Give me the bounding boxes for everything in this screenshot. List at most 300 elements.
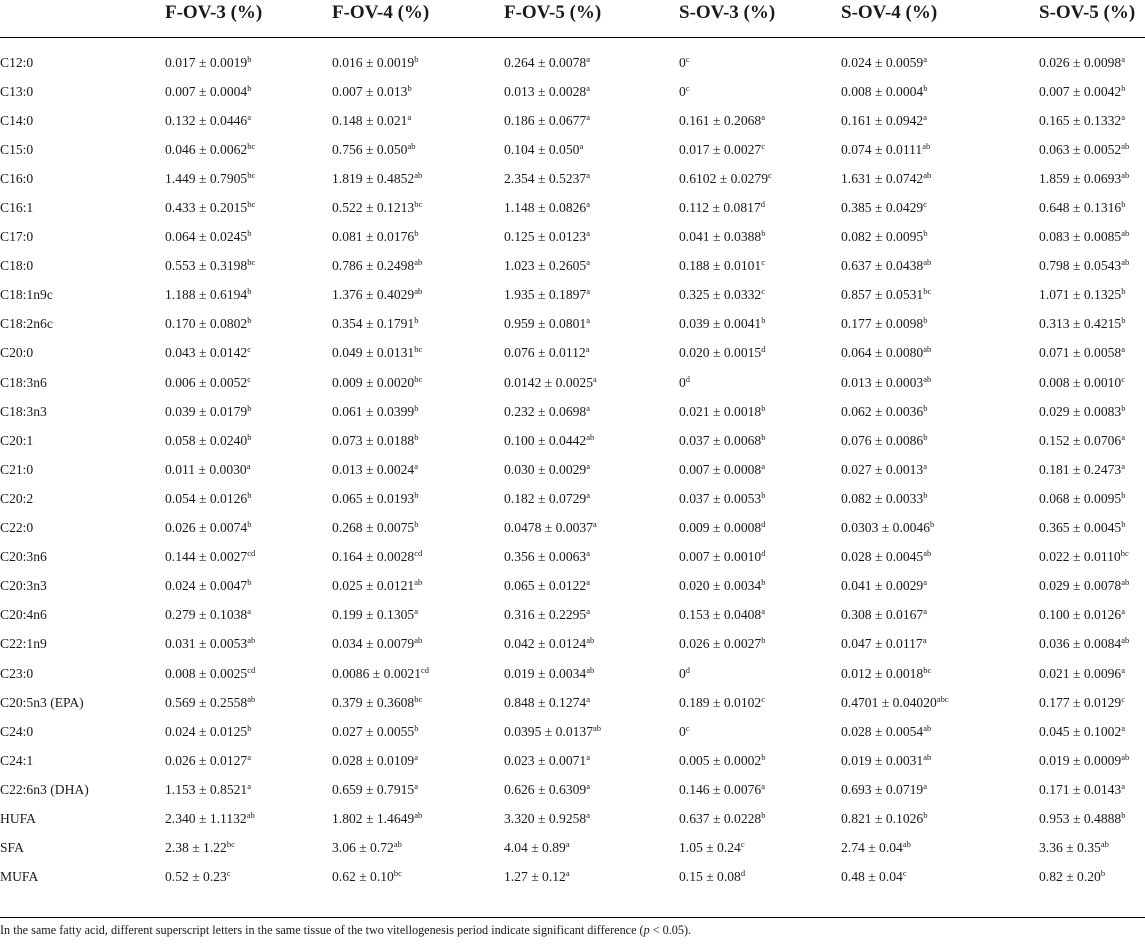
table-cell bbox=[504, 397, 679, 426]
row-label: C20:4n6 bbox=[0, 607, 47, 623]
col-header-s-ov-3: S-OV-3 (%) bbox=[679, 2, 776, 23]
significance-letter: a bbox=[585, 344, 590, 355]
cell-value: 1.05 ± 0.24 bbox=[679, 840, 741, 856]
significance-letter: a bbox=[586, 577, 591, 588]
significance-letter: c bbox=[768, 169, 772, 180]
significance-letter: ab bbox=[1121, 577, 1130, 588]
table-cell bbox=[841, 630, 1039, 659]
significance-letter: a bbox=[565, 839, 570, 850]
table-row bbox=[0, 804, 1145, 833]
table-cell bbox=[679, 572, 841, 601]
significance-letter: b bbox=[247, 82, 252, 93]
table-cell bbox=[679, 164, 841, 193]
table-cell bbox=[332, 426, 504, 455]
significance-letter: a bbox=[586, 82, 591, 93]
cell-value: 0.007 ± 0.0008 bbox=[679, 461, 762, 477]
cell-value: 0.083 ± 0.0085 bbox=[1039, 229, 1122, 245]
significance-letter: b bbox=[1121, 315, 1126, 326]
cell-value: 0.016 ± 0.0019 bbox=[332, 54, 415, 70]
significance-letter: b bbox=[923, 809, 928, 820]
significance-letter: c bbox=[761, 286, 766, 297]
table-cell bbox=[332, 543, 504, 572]
significance-letter: a bbox=[586, 606, 591, 617]
table-row bbox=[0, 426, 1145, 455]
cell-value: 0.034 ± 0.0079 bbox=[332, 636, 415, 652]
significance-letter: a bbox=[586, 693, 591, 704]
table-cell bbox=[1039, 281, 1145, 310]
row-label: C22:1n9 bbox=[0, 636, 47, 652]
significance-letter: a bbox=[586, 809, 591, 820]
cell-value: 0.041 ± 0.0029 bbox=[841, 578, 924, 594]
table-cell bbox=[165, 48, 332, 77]
significance-letter: b bbox=[414, 519, 419, 530]
table-cell bbox=[1039, 746, 1145, 775]
table-row bbox=[0, 717, 1145, 746]
table-row bbox=[0, 193, 1145, 222]
cell-value: 0.023 ± 0.0071 bbox=[504, 752, 587, 768]
table-cell bbox=[504, 368, 679, 397]
significance-letter: b bbox=[1121, 519, 1126, 530]
table-cell bbox=[165, 514, 332, 543]
cell-value: 0.100 ± 0.0126 bbox=[1039, 607, 1122, 623]
cell-value: 2.74 ± 0.04 bbox=[841, 840, 903, 856]
significance-letter: ab bbox=[393, 839, 402, 850]
significance-letter: b bbox=[414, 53, 419, 64]
significance-letter: ab bbox=[1121, 169, 1130, 180]
significance-letter: b bbox=[1100, 868, 1106, 879]
table-cell bbox=[504, 659, 679, 688]
table-cell bbox=[1039, 135, 1145, 164]
cell-value: 0.045 ± 0.1002 bbox=[1039, 723, 1122, 739]
row-label: C16:1 bbox=[0, 200, 34, 216]
table-row bbox=[0, 397, 1145, 426]
row-label: C14:0 bbox=[0, 112, 34, 128]
cell-value: 0.024 ± 0.0125 bbox=[165, 723, 248, 739]
cell-value: 0.637 ± 0.0228 bbox=[679, 810, 762, 826]
cell-value: 0.065 ± 0.0122 bbox=[504, 578, 587, 594]
table-cell bbox=[1039, 688, 1145, 717]
cell-value: 0.264 ± 0.0078 bbox=[504, 54, 587, 70]
significance-letter: c bbox=[247, 344, 252, 355]
cell-value: 0.026 ± 0.0074 bbox=[165, 520, 248, 536]
cell-value: 0.0303 ± 0.0046 bbox=[841, 520, 931, 536]
significance-letter: a bbox=[923, 460, 928, 471]
table-cell bbox=[165, 426, 332, 455]
col-header-s-ov-5: S-OV-5 (%) bbox=[1039, 2, 1136, 23]
table-cell bbox=[841, 310, 1039, 339]
table-cell bbox=[679, 368, 841, 397]
cell-value: 0.0395 ± 0.0137 bbox=[504, 723, 594, 739]
significance-letter: b bbox=[247, 315, 252, 326]
table-cell bbox=[332, 223, 504, 252]
significance-letter: ab bbox=[1121, 140, 1130, 151]
cell-value: 0.024 ± 0.0047 bbox=[165, 578, 248, 594]
table-cell bbox=[679, 717, 841, 746]
table-cell bbox=[165, 543, 332, 572]
table-cell bbox=[841, 863, 1039, 892]
table-cell bbox=[332, 281, 504, 310]
table-cell bbox=[679, 223, 841, 252]
cell-value: 0.006 ± 0.0052 bbox=[165, 374, 248, 390]
table-cell bbox=[165, 659, 332, 688]
cell-value: 0.041 ± 0.0388 bbox=[679, 229, 762, 245]
cell-value: 0.152 ± 0.0706 bbox=[1039, 432, 1122, 448]
significance-letter: c bbox=[685, 53, 690, 64]
significance-letter: b bbox=[923, 402, 928, 413]
table-cell bbox=[504, 630, 679, 659]
table-cell bbox=[332, 775, 504, 804]
cell-value: 0.007 ± 0.013 bbox=[332, 83, 408, 99]
significance-letter: ab bbox=[923, 751, 932, 762]
cell-value: 0.013 ± 0.0028 bbox=[504, 83, 587, 99]
table-row bbox=[0, 223, 1145, 252]
significance-letter: b bbox=[414, 402, 419, 413]
table-cell bbox=[504, 135, 679, 164]
table-cell bbox=[165, 484, 332, 513]
cell-value: 1.449 ± 0.7905 bbox=[165, 170, 248, 186]
table-cell bbox=[504, 252, 679, 281]
row-label: C12:0 bbox=[0, 54, 34, 70]
significance-letter: cd bbox=[414, 548, 423, 559]
cell-value: 0.153 ± 0.0408 bbox=[679, 607, 762, 623]
significance-letter: ab bbox=[1121, 257, 1130, 268]
significance-letter: a bbox=[586, 169, 591, 180]
significance-letter: cd bbox=[247, 664, 256, 675]
table-row bbox=[0, 688, 1145, 717]
table-cell bbox=[332, 339, 504, 368]
significance-letter: a bbox=[923, 780, 928, 791]
table-cell bbox=[841, 484, 1039, 513]
significance-letter: b bbox=[407, 82, 412, 93]
table-cell bbox=[679, 135, 841, 164]
significance-letter: bc bbox=[414, 373, 423, 384]
cell-value: 0.037 ± 0.0068 bbox=[679, 432, 762, 448]
cell-value: 0.030 ± 0.0029 bbox=[504, 461, 587, 477]
table-cell bbox=[332, 193, 504, 222]
cell-value: 0.064 ± 0.0080 bbox=[841, 345, 924, 361]
table-cell bbox=[841, 426, 1039, 455]
significance-letter: b bbox=[923, 489, 928, 500]
significance-letter: ab bbox=[923, 257, 932, 268]
cell-value: 0.039 ± 0.0179 bbox=[165, 403, 248, 419]
table-cell bbox=[504, 193, 679, 222]
table-cell bbox=[332, 514, 504, 543]
significance-letter: d bbox=[760, 199, 765, 210]
table-row bbox=[0, 746, 1145, 775]
cell-value: 0.081 ± 0.0176 bbox=[332, 229, 415, 245]
significance-letter: c bbox=[761, 693, 766, 704]
table-cell bbox=[332, 164, 504, 193]
table-cell bbox=[504, 746, 679, 775]
table-cell bbox=[165, 223, 332, 252]
significance-letter: b bbox=[1121, 199, 1126, 210]
table-cell bbox=[165, 863, 332, 892]
table-row bbox=[0, 834, 1145, 863]
cell-value: 0.189 ± 0.0102 bbox=[679, 694, 762, 710]
row-label: MUFA bbox=[0, 869, 39, 885]
significance-letter: b bbox=[414, 431, 419, 442]
cell-value: 0 bbox=[679, 83, 686, 99]
cell-value: 0.177 ± 0.0098 bbox=[841, 316, 924, 332]
cell-value: 0.031 ± 0.0053 bbox=[165, 636, 248, 652]
significance-letter: a bbox=[1121, 722, 1126, 733]
cell-value: 0.356 ± 0.0063 bbox=[504, 549, 587, 565]
row-label: C15:0 bbox=[0, 141, 34, 157]
table-row bbox=[0, 572, 1145, 601]
cell-value: 0 bbox=[679, 665, 686, 681]
significance-letter: ab bbox=[414, 257, 423, 268]
significance-letter: d bbox=[761, 344, 766, 355]
cell-value: 0 bbox=[679, 54, 686, 70]
significance-letter: b bbox=[1121, 286, 1126, 297]
table-cell bbox=[679, 106, 841, 135]
table-cell bbox=[332, 106, 504, 135]
table-cell bbox=[1039, 804, 1145, 833]
table-cell bbox=[841, 455, 1039, 484]
footer-rule bbox=[0, 917, 1145, 918]
cell-value: 0.316 ± 0.2295 bbox=[504, 607, 587, 623]
table-cell bbox=[165, 455, 332, 484]
table-cell bbox=[504, 223, 679, 252]
table-row bbox=[0, 543, 1145, 572]
table-cell bbox=[1039, 834, 1145, 863]
cell-value: 0.024 ± 0.0059 bbox=[841, 54, 924, 70]
significance-letter: b bbox=[414, 489, 419, 500]
cell-value: 1.376 ± 0.4029 bbox=[332, 287, 415, 303]
significance-letter: a bbox=[247, 111, 252, 122]
significance-letter: b bbox=[761, 635, 766, 646]
significance-letter: b bbox=[761, 228, 766, 239]
significance-letter: b bbox=[247, 519, 252, 530]
significance-letter: a bbox=[247, 751, 252, 762]
significance-letter: ab bbox=[414, 577, 423, 588]
table-row bbox=[0, 514, 1145, 543]
significance-letter: bc bbox=[923, 664, 932, 675]
significance-letter: c bbox=[923, 199, 928, 210]
table-cell bbox=[1039, 77, 1145, 106]
table-cell bbox=[332, 310, 504, 339]
significance-letter: a bbox=[586, 489, 591, 500]
table-row bbox=[0, 48, 1145, 77]
table-row bbox=[0, 368, 1145, 397]
table-cell bbox=[332, 804, 504, 833]
cell-value: 0.020 ± 0.0034 bbox=[679, 578, 762, 594]
significance-letter: bc bbox=[414, 199, 423, 210]
table-cell bbox=[679, 426, 841, 455]
cell-value: 0.005 ± 0.0002 bbox=[679, 752, 762, 768]
cell-value: 0.848 ± 0.1274 bbox=[504, 694, 587, 710]
table-cell bbox=[841, 775, 1039, 804]
table-cell bbox=[1039, 775, 1145, 804]
significance-letter: a bbox=[414, 780, 419, 791]
table-cell bbox=[841, 281, 1039, 310]
table-cell bbox=[504, 572, 679, 601]
table-row bbox=[0, 135, 1145, 164]
table-cell bbox=[679, 543, 841, 572]
table-cell bbox=[679, 484, 841, 513]
significance-letter: ab bbox=[414, 635, 423, 646]
significance-letter: a bbox=[1121, 780, 1126, 791]
cell-value: 0.043 ± 0.0142 bbox=[165, 345, 248, 361]
significance-letter: ab bbox=[247, 693, 256, 704]
cell-value: 0.020 ± 0.0015 bbox=[679, 345, 762, 361]
significance-letter: ab bbox=[902, 839, 911, 850]
table-cell bbox=[1039, 164, 1145, 193]
cell-value: 2.38 ± 1.22 bbox=[165, 840, 227, 856]
cell-value: 0.857 ± 0.0531 bbox=[841, 287, 924, 303]
table-cell bbox=[679, 746, 841, 775]
cell-value: 1.148 ± 0.0826 bbox=[504, 200, 587, 216]
table-cell bbox=[1039, 863, 1145, 892]
cell-value: 0 bbox=[679, 374, 686, 390]
significance-letter: ab bbox=[586, 431, 595, 442]
table-cell bbox=[841, 193, 1039, 222]
table-cell bbox=[504, 717, 679, 746]
table-cell bbox=[504, 688, 679, 717]
significance-letter: a bbox=[407, 111, 412, 122]
significance-letter: a bbox=[414, 751, 419, 762]
table-cell bbox=[504, 543, 679, 572]
cell-value: 0.008 ± 0.0025 bbox=[165, 665, 248, 681]
cell-value: 0.177 ± 0.0129 bbox=[1039, 694, 1122, 710]
cell-value: 0.074 ± 0.0111 bbox=[841, 141, 923, 157]
table-cell bbox=[1039, 659, 1145, 688]
significance-letter: b bbox=[1121, 809, 1126, 820]
significance-letter: a bbox=[1121, 606, 1126, 617]
cell-value: 0.082 ± 0.0033 bbox=[841, 490, 924, 506]
significance-letter: a bbox=[586, 460, 591, 471]
significance-letter: b bbox=[247, 286, 252, 297]
table-cell bbox=[332, 397, 504, 426]
row-label: C17:0 bbox=[0, 229, 34, 245]
cell-value: 0.009 ± 0.0020 bbox=[332, 374, 415, 390]
cell-value: 0.021 ± 0.0096 bbox=[1039, 665, 1122, 681]
cell-value: 0.054 ± 0.0126 bbox=[165, 490, 248, 506]
table-cell bbox=[504, 106, 679, 135]
cell-value: 0.019 ± 0.0009 bbox=[1039, 752, 1122, 768]
significance-letter: b bbox=[414, 228, 419, 239]
significance-letter: b bbox=[1121, 489, 1126, 500]
significance-letter: a bbox=[922, 635, 927, 646]
cell-value: 0.52 ± 0.23 bbox=[165, 869, 227, 885]
cell-value: 1.859 ± 0.0693 bbox=[1039, 170, 1122, 186]
cell-value: 0.027 ± 0.0013 bbox=[841, 461, 924, 477]
table-cell bbox=[165, 397, 332, 426]
cell-value: 0.007 ± 0.0004 bbox=[165, 83, 248, 99]
footnote-text: In the same fatty acid, different superscript letters in the same tissue of the two vitellogenesis period indicate significant difference ( bbox=[0, 923, 644, 937]
significance-letter: bc bbox=[247, 199, 256, 210]
cell-value: 0.161 ± 0.0942 bbox=[841, 112, 924, 128]
significance-letter: a bbox=[1121, 664, 1126, 675]
significance-letter: ab bbox=[923, 344, 932, 355]
row-label: C24:0 bbox=[0, 723, 34, 739]
significance-letter: a bbox=[586, 257, 591, 268]
table-cell bbox=[332, 368, 504, 397]
cell-value: 0.165 ± 0.1332 bbox=[1039, 112, 1122, 128]
table-cell bbox=[1039, 193, 1145, 222]
cell-value: 0.019 ± 0.0031 bbox=[841, 752, 924, 768]
significance-letter: ab bbox=[593, 722, 602, 733]
row-label: C23:0 bbox=[0, 665, 34, 681]
table-cell bbox=[1039, 717, 1145, 746]
significance-letter: a bbox=[1121, 431, 1126, 442]
cell-value: 0.028 ± 0.0109 bbox=[332, 752, 415, 768]
row-label: C20:0 bbox=[0, 345, 34, 361]
cell-value: 0.112 ± 0.0817 bbox=[679, 200, 761, 216]
table-cell bbox=[504, 77, 679, 106]
table-cell bbox=[1039, 106, 1145, 135]
table-cell bbox=[679, 252, 841, 281]
significance-letter: bc bbox=[247, 169, 256, 180]
table-cell bbox=[165, 339, 332, 368]
table-row bbox=[0, 164, 1145, 193]
cell-value: 0.48 ± 0.04 bbox=[841, 869, 903, 885]
table-cell bbox=[332, 135, 504, 164]
cell-value: 0.626 ± 0.6309 bbox=[504, 781, 587, 797]
cell-value: 0.569 ± 0.2558 bbox=[165, 694, 248, 710]
cell-value: 1.023 ± 0.2605 bbox=[504, 258, 587, 274]
table-cell bbox=[679, 601, 841, 630]
table-cell bbox=[504, 339, 679, 368]
table-cell bbox=[332, 77, 504, 106]
significance-letter: a bbox=[579, 140, 584, 151]
table-cell bbox=[504, 804, 679, 833]
cell-value: 0.009 ± 0.0008 bbox=[679, 520, 762, 536]
table-row bbox=[0, 863, 1145, 892]
significance-letter: ab bbox=[923, 373, 932, 384]
table-cell bbox=[679, 455, 841, 484]
table-cell bbox=[679, 775, 841, 804]
cell-value: 0.047 ± 0.0117 bbox=[841, 636, 923, 652]
row-label: C18:3n3 bbox=[0, 403, 47, 419]
significance-letter: d bbox=[685, 664, 691, 675]
table-cell bbox=[332, 455, 504, 484]
cell-value: 0.433 ± 0.2015 bbox=[165, 200, 248, 216]
table-cell bbox=[679, 310, 841, 339]
cell-value: 0.171 ± 0.0143 bbox=[1039, 781, 1122, 797]
cell-value: 0.058 ± 0.0240 bbox=[165, 432, 248, 448]
cell-value: 0.648 ± 0.1316 bbox=[1039, 200, 1122, 216]
significance-letter: c bbox=[761, 257, 766, 268]
table-cell bbox=[1039, 630, 1145, 659]
cell-value: 1.153 ± 0.8521 bbox=[165, 781, 248, 797]
table-cell bbox=[1039, 310, 1145, 339]
cell-value: 0.181 ± 0.2473 bbox=[1039, 461, 1122, 477]
cell-value: 0.385 ± 0.0429 bbox=[841, 200, 924, 216]
cell-value: 0.028 ± 0.0045 bbox=[841, 549, 924, 565]
cell-value: 0.553 ± 0.3198 bbox=[165, 258, 248, 274]
table-cell bbox=[1039, 455, 1145, 484]
significance-letter: ab bbox=[414, 286, 423, 297]
cell-value: 0.953 ± 0.4888 bbox=[1039, 810, 1122, 826]
cell-value: 0.029 ± 0.0083 bbox=[1039, 403, 1122, 419]
table-cell bbox=[841, 48, 1039, 77]
table-cell bbox=[1039, 48, 1145, 77]
significance-letter: a bbox=[923, 606, 928, 617]
significance-letter: b bbox=[923, 315, 928, 326]
significance-letter: a bbox=[247, 780, 252, 791]
table-cell bbox=[504, 164, 679, 193]
table-cell bbox=[841, 688, 1039, 717]
fatty-acid-table bbox=[0, 48, 1145, 892]
table-row bbox=[0, 310, 1145, 339]
cell-value: 0.637 ± 0.0438 bbox=[841, 258, 924, 274]
table-cell bbox=[504, 48, 679, 77]
table-cell bbox=[841, 77, 1039, 106]
significance-letter: b bbox=[1121, 82, 1126, 93]
significance-letter: b bbox=[247, 577, 252, 588]
significance-letter: abc bbox=[936, 693, 949, 704]
